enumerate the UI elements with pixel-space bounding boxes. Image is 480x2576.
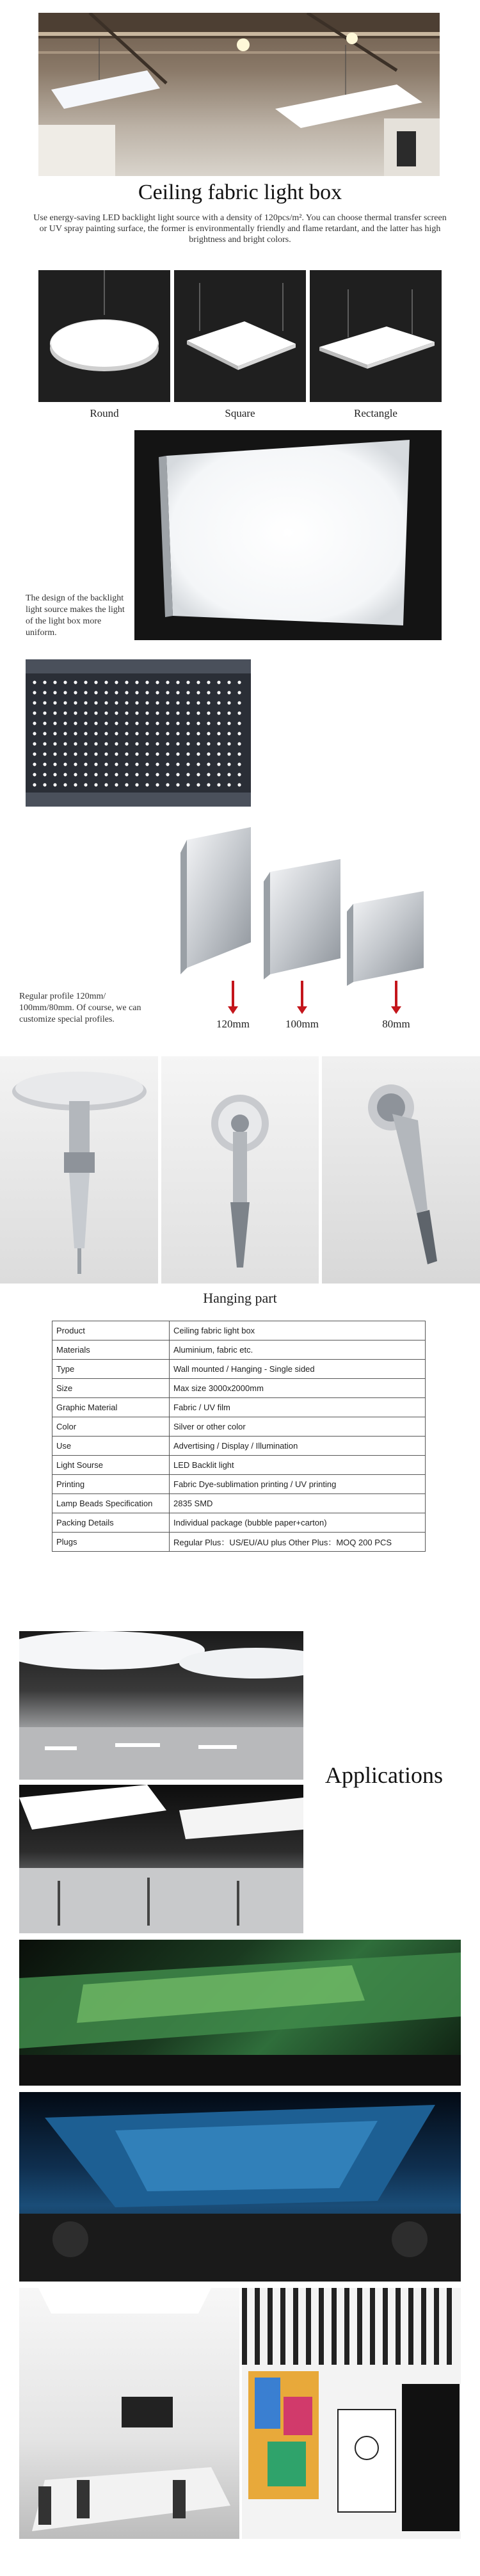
spec-key: Type — [52, 1360, 170, 1379]
size-label-120: 120mm — [216, 1018, 250, 1030]
spec-key: Plugs — [52, 1533, 170, 1552]
table-row — [52, 1398, 426, 1417]
table-row — [52, 1379, 426, 1398]
spec-value: Fabric / UV film — [170, 1398, 426, 1417]
led-backlight-image — [26, 659, 251, 807]
spec-key: Materials — [52, 1340, 170, 1360]
table-row — [52, 1494, 426, 1513]
table-row — [52, 1475, 426, 1494]
spec-key: Size — [52, 1379, 170, 1398]
spec-key: Printing — [52, 1475, 170, 1494]
spec-value: Individual package (bubble paper+carton) — [170, 1513, 426, 1533]
profile-drawing — [148, 814, 442, 988]
hanging-part-image-1 — [0, 1056, 158, 1284]
table-row — [52, 1437, 426, 1456]
round-shape-image — [38, 270, 170, 402]
application-photo-ocean-ceiling — [19, 2092, 461, 2282]
applications-title: Applications — [325, 1762, 443, 1788]
square-shape-image — [174, 270, 306, 402]
hanging-part-label: Hanging part — [203, 1290, 277, 1306]
size-arrow-head-120 — [228, 1006, 238, 1014]
profile-note: Regular profile 120mm/ 100mm/80mm. Of course, we can customize special profiles. — [19, 992, 141, 1024]
rectangle-box-drawing — [310, 270, 442, 402]
size-label-80: 80mm — [382, 1018, 410, 1030]
round-box-drawing — [38, 270, 170, 402]
aluminium-profile-image — [148, 814, 442, 988]
spec-value: Regular Plus：US/EU/AU plus Other Plus：MOQ 200 PCS — [170, 1533, 426, 1552]
table-row — [52, 1456, 426, 1475]
rectangle-shape-image — [310, 270, 442, 402]
ocean-scene — [19, 2092, 461, 2282]
square-box-drawing — [174, 270, 306, 402]
table-row — [52, 1360, 426, 1379]
spec-value: Wall mounted / Hanging - Single sided — [170, 1360, 426, 1379]
hero-scene — [38, 13, 440, 176]
shape-label-square: Square — [225, 407, 255, 419]
spec-value: Fabric Dye-sublimation printing / UV printing — [170, 1475, 426, 1494]
led-grid-drawing — [26, 659, 251, 807]
spec-key: Graphic Material — [52, 1398, 170, 1417]
size-arrow-head-100 — [297, 1006, 307, 1014]
spec-key: Product — [52, 1321, 170, 1340]
table-row — [52, 1533, 426, 1552]
lit-panel-image — [134, 430, 442, 640]
hanging-drawing-1 — [0, 1056, 158, 1284]
size-arrow-80 — [395, 981, 397, 1009]
hanging-part-image-2 — [161, 1056, 319, 1284]
table-row — [52, 1417, 426, 1437]
forest-scene — [19, 1940, 461, 2086]
application-photo-hall — [19, 1785, 303, 1933]
spec-value: Max size 3000x2000mm — [170, 1379, 426, 1398]
lit-panel-drawing — [134, 430, 442, 640]
spec-value: LED Backlit light — [170, 1456, 426, 1475]
spec-key: Light Sourse — [52, 1456, 170, 1475]
spec-table-body — [52, 1321, 426, 1552]
size-arrow-100 — [301, 981, 303, 1009]
hero-ceiling-photo — [38, 13, 440, 176]
spec-table — [52, 1321, 426, 1552]
size-arrow-120 — [232, 981, 234, 1009]
hanging-drawing-3 — [322, 1056, 480, 1284]
spec-value: Aluminium, fabric etc. — [170, 1340, 426, 1360]
hall-scene — [19, 1785, 303, 1933]
spec-key: Packing Details — [52, 1513, 170, 1533]
spec-value: 2835 SMD — [170, 1494, 426, 1513]
table-row — [52, 1340, 426, 1360]
product-description: Use energy-saving LED backlight light source with a density of 120pcs/m². You can choose thermal transfer screen or UV spray painting surface, the former is environmentally friendly and flame retardant, and the latter has high brightness and bright colors. — [33, 213, 447, 245]
size-label-100: 100mm — [285, 1018, 319, 1030]
shape-label-rectangle: Rectangle — [354, 407, 397, 419]
page-title: Ceiling fabric light box — [138, 181, 342, 204]
spec-key: Lamp Beads Specification — [52, 1494, 170, 1513]
backlight-note: The design of the backlight light source makes the light of the light box more uniform. — [26, 593, 125, 638]
application-photo-lobby — [242, 2288, 461, 2539]
cafe-scene — [19, 1631, 303, 1780]
spec-key: Use — [52, 1437, 170, 1456]
spec-key: Color — [52, 1417, 170, 1437]
table-row — [52, 1321, 426, 1340]
size-arrow-head-80 — [391, 1006, 401, 1014]
application-photo-cafe — [19, 1631, 303, 1780]
spec-value: Ceiling fabric light box — [170, 1321, 426, 1340]
application-photo-forest-ceiling — [19, 1940, 461, 2086]
meeting-scene — [19, 2288, 239, 2539]
hanging-part-image-3 — [322, 1056, 480, 1284]
shape-label-round: Round — [90, 407, 119, 419]
hanging-drawing-2 — [161, 1056, 319, 1284]
spec-value: Silver or other color — [170, 1417, 426, 1437]
spec-value: Advertising / Display / Illumination — [170, 1437, 426, 1456]
application-photo-meeting-room — [19, 2288, 239, 2539]
table-row — [52, 1513, 426, 1533]
lobby-scene — [242, 2288, 461, 2539]
